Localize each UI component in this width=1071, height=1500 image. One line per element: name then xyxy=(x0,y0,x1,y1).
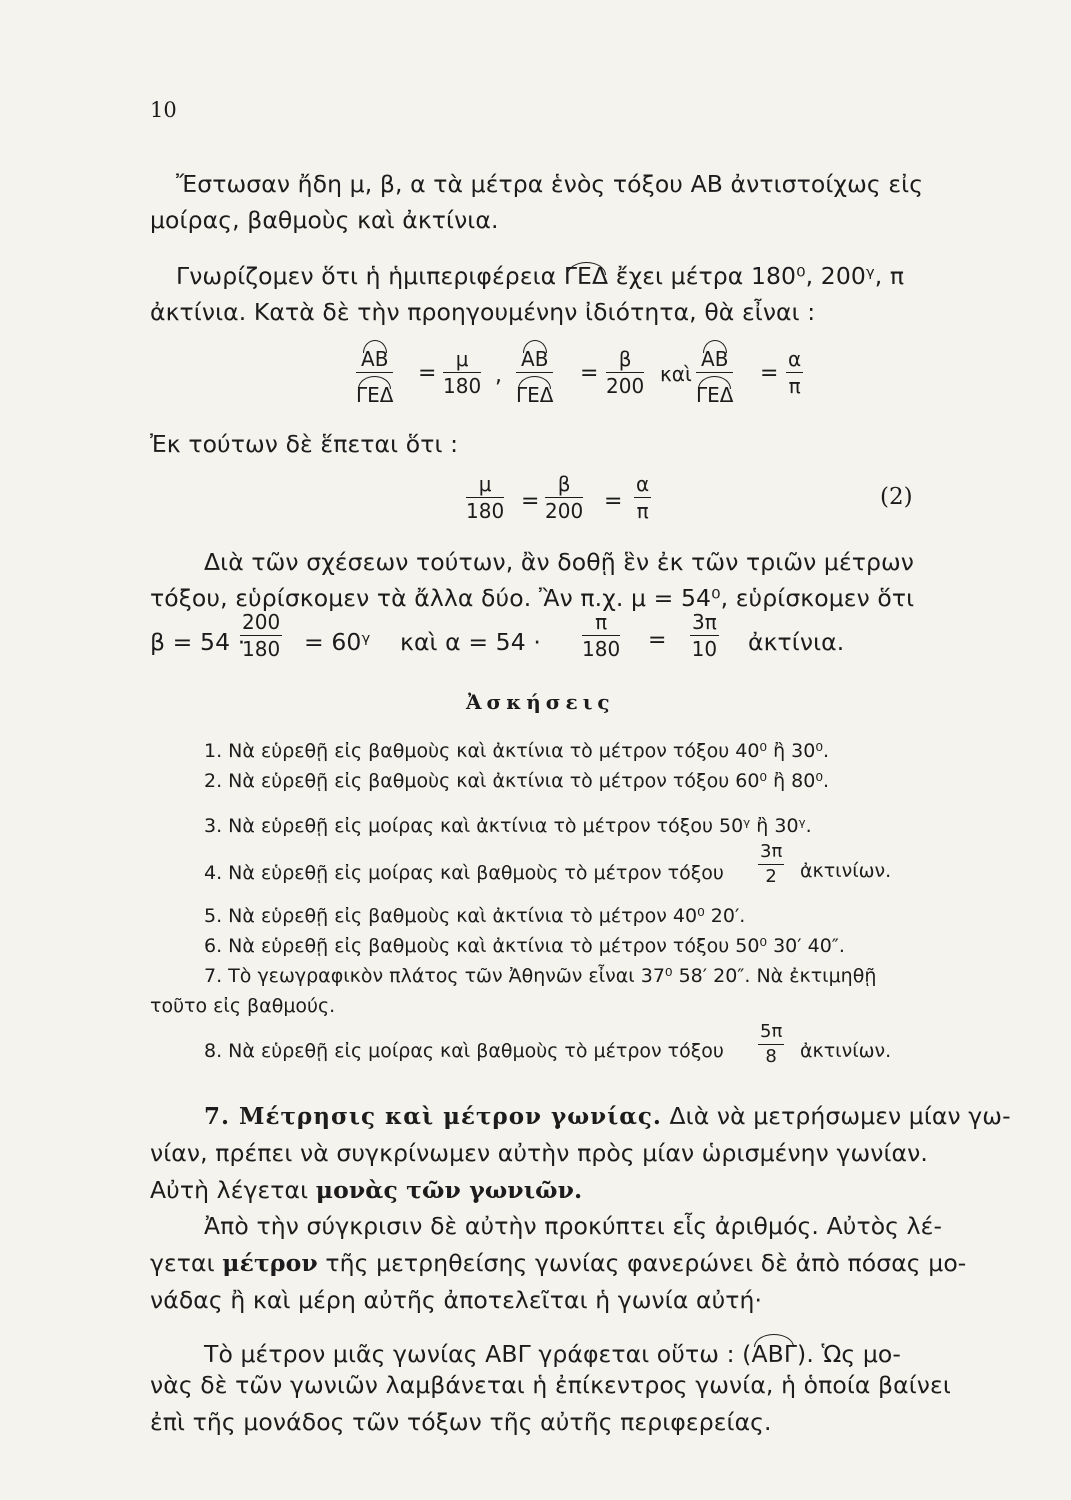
frac-alpha-pi-eq2 xyxy=(634,474,651,521)
eq-sign: = xyxy=(604,489,623,514)
exercise-8-unit: ἀκτινίων. xyxy=(800,1040,892,1062)
section7-line-5-pre: γεται xyxy=(150,1249,215,1277)
comma: , xyxy=(495,363,502,388)
denominator-180: 180 xyxy=(466,499,505,523)
intro-line-3-pre: Γνωρίζομεν ὅτι ἡ ἡμιπεριφέρεια xyxy=(176,262,557,290)
section7-line-7-pre: Τὸ μέτρον μιᾶς γωνίας ΑΒΓ γράφεται οὕτω : ( xyxy=(204,1340,752,1368)
denominator-180: 180 xyxy=(582,637,621,661)
section7-line-5-post: τῆς μετρηθείσης γωνίας φανερώνει δὲ ἀπὸ πόσας μο- xyxy=(325,1249,967,1277)
text2-line-2: τόξου, εὑρίσκομεν τὰ ἄλλα δύο. Ἂν π.χ. μ = 54⁰, εὑρίσκομεν ὅτι xyxy=(150,584,915,612)
section7-line-3-pre: Αὐτὴ λέγεται xyxy=(150,1176,309,1204)
arc-ab-1: ΑΒ xyxy=(361,340,388,369)
numerator-200: 200 xyxy=(242,610,281,634)
exercise-5: 5. Νὰ εὑρεθῇ εἰς βαθμοὺς καὶ ἀκτίνια τὸ μέτρον 40⁰ 20′. xyxy=(204,905,746,927)
eq-sign: = xyxy=(648,628,667,653)
section7-line-1-rest: Διὰ νὰ μετρήσωμεν μίαν γω- xyxy=(669,1102,1011,1130)
section7-heading: 7. Μέτρησις καὶ μέτρον γωνίας. xyxy=(204,1103,662,1130)
denominator-200: 200 xyxy=(606,374,645,398)
arc-ged-inline xyxy=(564,262,608,290)
intro-line-4: ἀκτίνια. Κατὰ δὲ τὴν προηγουμένην ἰδιότητα, θὰ εἶναι : xyxy=(150,298,816,326)
frac-mu-180 xyxy=(443,349,481,396)
arc-ab-2: ΑΒ xyxy=(521,340,548,369)
arc-ged-1: ΓΕΔ xyxy=(356,376,393,405)
pi-symbol: π xyxy=(786,372,803,396)
intro-line-2: μοίρας, βαθμοὺς καὶ ἀκτίνια. xyxy=(150,206,499,234)
exercise-7: 7. Τὸ γεωγραφικὸν πλάτος τῶν Ἀθηνῶν εἶναι 37⁰ 58′ 20″. Νὰ ἐκτιμηθῇ xyxy=(204,965,877,987)
eq-sign: = xyxy=(580,361,599,386)
frac-200-180 xyxy=(240,612,282,659)
denominator-180: 180 xyxy=(242,637,281,661)
frac-ab-ged-2 xyxy=(516,340,553,405)
frac-5pi-8 xyxy=(758,1023,784,1066)
beta-symbol: β xyxy=(618,347,632,371)
section7-line-4: Ἀπὸ τὴν σύγκρισιν δὲ αὐτὴν προκύπτει εἷς ἀριθμός. Αὐτὸς λέ- xyxy=(204,1212,943,1240)
beta-54: β = 54 · xyxy=(150,628,246,656)
section7-line-2: νίαν, πρέπει νὰ συγκρίνωμεν αὐτὴν πρὸς μίαν ὡρισμένην γωνίαν. xyxy=(150,1139,928,1167)
beta-symbol: β xyxy=(557,472,571,496)
frac-pi-180 xyxy=(582,612,620,659)
intro-line-1: Ἔστωσαν ἤδη μ, β, α τὰ μέτρα ἑνὸς τόξου ΑΒ ἀντιστοίχως εἰς xyxy=(176,170,924,198)
exercises-title: Ἀσκήσεις xyxy=(466,690,615,714)
denominator-8: 8 xyxy=(758,1044,784,1066)
denominator-200: 200 xyxy=(545,499,584,523)
term-monas: μονὰς τῶν γωνιῶν. xyxy=(315,1176,583,1204)
denominator-10: 10 xyxy=(691,637,718,661)
intro-line-3-post: ἔχει μέτρα 180⁰, 200ᵞ, π xyxy=(615,262,905,290)
section7-line-7 xyxy=(204,1334,901,1368)
section7-line-3 xyxy=(150,1176,582,1204)
mu-symbol: μ xyxy=(455,347,469,371)
exercise-7-cont: τοῦτο εἰς βαθμούς. xyxy=(150,995,336,1017)
frac-beta-200-eq2 xyxy=(545,474,583,521)
frac-ab-ged-1 xyxy=(356,340,393,405)
numerator-5pi: 5π xyxy=(760,1021,783,1042)
section7-line-7-post: ). Ὡς μο- xyxy=(797,1340,901,1368)
alpha-symbol: α xyxy=(636,472,650,496)
arc-abg xyxy=(751,1334,797,1368)
denominator-2: 2 xyxy=(758,864,784,886)
result-60: = 60ᵞ xyxy=(304,628,371,656)
kai-alpha-54: καὶ α = 54 · xyxy=(400,628,541,656)
exercise-4: 4. Νὰ εὑρεθῇ εἰς μοίρας καὶ βαθμοὺς τὸ μέτρον τόξου xyxy=(204,862,724,884)
section7-line-6: νάδας ἢ καὶ μέρη αὐτῆς ἀποτελεῖται ἡ γωνία αὐτή· xyxy=(150,1286,763,1314)
arc-ged-label: ΓΕΔ xyxy=(563,262,609,290)
unit-aktinia: ἀκτίνια. xyxy=(748,628,845,656)
exercise-6: 6. Νὰ εὑρεθῇ εἰς βαθμοὺς καὶ ἀκτίνια τὸ μέτρον τόξου 50⁰ 30′ 40″. xyxy=(204,935,845,957)
exercise-3: 3. Νὰ εὑρεθῇ εἰς μοίρας καὶ ἀκτίνια τὸ μέτρον τόξου 50ᵞ ἢ 30ᵞ. xyxy=(204,815,812,837)
intro-line-3 xyxy=(176,262,904,290)
frac-alpha-pi xyxy=(786,349,803,396)
exercise-2: 2. Νὰ εὑρεθῇ εἰς βαθμοὺς καὶ ἀκτίνια τὸ μέτρον τόξου 60⁰ ἢ 80⁰. xyxy=(204,770,829,792)
section7-line-1 xyxy=(204,1102,1011,1130)
pi-symbol: π xyxy=(634,497,651,521)
alpha-symbol: α xyxy=(788,347,802,371)
frac-mu-180-eq2 xyxy=(466,474,504,521)
exercise-8: 8. Νὰ εὑρεθῇ εἰς μοίρας καὶ βαθμοὺς τὸ μέτρον τόξου xyxy=(204,1040,724,1062)
section7-line-8: νὰς δὲ τῶν γωνιῶν λαμβάνεται ἡ ἐπίκεντρος γωνία, ἡ ὁποία βαίνει xyxy=(150,1371,951,1399)
page-number: 10 xyxy=(150,98,177,122)
frac-ab-ged-3 xyxy=(696,340,733,405)
exercise-1: 1. Νὰ εὑρεθῇ εἰς βαθμοὺς καὶ ἀκτίνια τὸ μέτρον τόξου 40⁰ ἢ 30⁰. xyxy=(204,740,829,762)
frac-3pi-2 xyxy=(758,843,784,886)
eq-sign: = xyxy=(760,361,779,386)
arc-ged-2: ΓΕΔ xyxy=(516,376,553,405)
arc-ged-3: ΓΕΔ xyxy=(696,376,733,405)
pi-symbol: π xyxy=(595,610,608,634)
kai-word: καὶ xyxy=(660,362,692,386)
eq-sign: = xyxy=(418,361,437,386)
arc-ab-3: ΑΒ xyxy=(701,340,728,369)
numerator-3pi: 3π xyxy=(760,841,783,862)
section7-line-9: ἐπὶ τῆς μονάδος τῶν τόξων τῆς αὐτῆς περιφερείας. xyxy=(150,1408,772,1436)
exercise-4-unit: ἀκτινίων. xyxy=(800,860,892,882)
frac-3pi-10 xyxy=(690,612,719,659)
ek-touton: Ἐκ τούτων δὲ ἕπεται ὅτι : xyxy=(150,430,459,458)
section7-line-5 xyxy=(150,1249,966,1277)
frac-beta-200 xyxy=(606,349,644,396)
text2-line-1: Διὰ τῶν σχέσεων τούτων, ἂν δοθῇ ἓν ἐκ τῶν τριῶν μέτρων xyxy=(204,548,915,576)
numerator-3pi: 3π xyxy=(692,610,717,634)
arc-abg-label: ΑΒΓ xyxy=(751,1340,798,1368)
equation-label: (2) xyxy=(880,484,913,510)
denominator-180: 180 xyxy=(443,374,482,398)
eq-sign: = xyxy=(521,489,540,514)
mu-symbol: μ xyxy=(478,472,492,496)
term-metron: μέτρον xyxy=(222,1249,318,1277)
